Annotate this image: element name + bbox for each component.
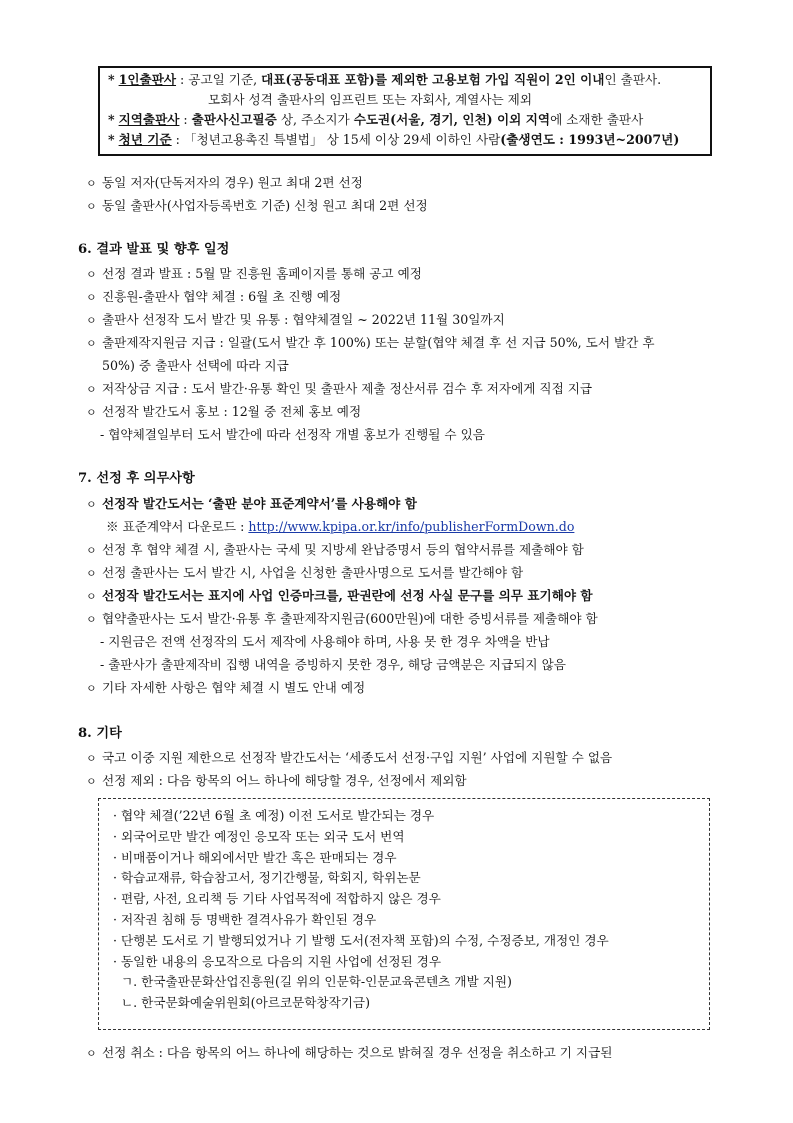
definition-text: : <box>179 112 192 127</box>
definition-regional <box>108 110 710 130</box>
list-item-text: 협약출판사는 도서 발간·유통 후 출판제작지원금(600만원)에 대한 증빙서류를 제출해야 함 <box>102 611 598 626</box>
bullet-marker: ㅇ <box>86 337 97 350</box>
exclusion-item: · 동일한 내용의 응모작으로 다음의 지원 사업에 선정된 경우 <box>113 953 442 969</box>
list-item-text: 선정작 발간도서는 표지에 사업 인증마크를, 판권란에 선정 사실 문구를 의무 표기해야 함 <box>102 588 593 603</box>
exclusion-item: · 외국어로만 발간 예정인 응모작 또는 외국 도서 번역 <box>113 828 405 844</box>
bullet-marker: ㅇ <box>86 567 97 580</box>
exclusion-item: · 학습교재류, 학습참고서, 정기간행물, 학회지, 학위논문 <box>113 870 421 886</box>
exclusion-subitem: ㄱ. 한국출판문화산업진흥원(길 위의 인문학-인문교육콘텐츠 개발 지원) <box>121 974 512 990</box>
download-note <box>106 517 574 537</box>
list-item-text: 선정 출판사는 도서 발간 시, 사업을 신청한 출판사명으로 도서를 발간해야 함 <box>102 565 524 580</box>
list-item-text: 선정작 발간도서 홍보 : 12월 중 전체 홍보 예정 <box>102 404 362 419</box>
list-item <box>86 379 592 400</box>
list-item-text: 저작상금 지급 : 도서 발간·유통 확인 및 출판사 제출 정산서류 검수 후 저자에게 직접 지급 <box>102 381 593 396</box>
bullet-marker: ㅇ <box>86 613 97 626</box>
term-label: 청년 기준 <box>118 132 172 147</box>
term-label: 1인출판사 <box>118 72 177 87</box>
bullet-marker: ㅇ <box>86 314 97 327</box>
exclusion-item: · 저작권 침해 등 명백한 결격사유가 확인된 경우 <box>113 911 377 927</box>
definition-text: 에 소재한 출판사 <box>550 112 644 127</box>
list-item <box>86 333 655 354</box>
list-item <box>86 264 422 285</box>
list-subitem: - 협약체결일부터 도서 발간에 따라 선정작 개별 홍보가 진행될 수 있음 <box>100 427 485 442</box>
list-item-text: 선정 후 협약 체결 시, 출판사는 국세 및 지방세 완납증명서 등의 협약서류를 제출해야 함 <box>102 542 584 557</box>
list-item <box>86 586 593 607</box>
list-item <box>86 173 363 194</box>
definition-box <box>98 66 712 156</box>
bullet-marker: ㅇ <box>86 177 97 190</box>
exclusion-item: · 협약 체결(’22년 6월 초 예정) 이전 도서로 발간되는 경우 <box>113 808 435 823</box>
list-item <box>86 771 467 792</box>
list-subitem: - 지원금은 전액 선정작의 도서 제작에 사용해야 하며, 사용 못 한 경우 차액을 반납 <box>100 634 550 649</box>
exclusion-subitem: ㄴ. 한국문화예술위원회(아르코문학창작기금) <box>121 995 370 1011</box>
list-item-text: 선정 결과 발표 : 5월 말 진흥원 홈페이지를 통해 공고 예정 <box>102 266 422 281</box>
bullet-marker: ㅇ <box>86 498 97 511</box>
exclusion-item: · 비매품이거나 해외에서만 발간 혹은 판매되는 경우 <box>113 849 397 865</box>
bullet-marker: ㅇ <box>86 383 97 396</box>
bullet-marker: ㅇ <box>86 200 97 213</box>
definition-bold-text: 출판사신고필증 <box>191 112 277 127</box>
exclusion-box <box>98 798 710 1030</box>
bullet-marker: ㅇ <box>86 682 97 695</box>
list-item-text: 기타 자세한 사항은 협약 체결 시 별도 안내 예정 <box>102 680 366 695</box>
list-item-text: 선정 제외 : 다음 항목의 어느 하나에 해당할 경우, 선정에서 제외함 <box>102 773 467 788</box>
list-item-text: 동일 저자(단독저자의 경우) 원고 최대 2편 선정 <box>102 175 363 190</box>
list-item <box>86 287 341 308</box>
list-item <box>86 494 417 515</box>
list-item <box>86 609 598 630</box>
list-item <box>86 748 612 769</box>
bullet-marker: ㅇ <box>86 752 97 765</box>
definition-one-person-note: 모회사 성격 출판사의 임프린트 또는 자회사, 계열사는 제외 <box>208 92 532 107</box>
list-item-text: 국고 이중 지원 제한으로 선정작 발간도서는 ‘세종도서 선정·구입 지원’ 사업에 지원할 수 없음 <box>102 750 613 765</box>
star-marker: * <box>108 112 115 127</box>
definition-one-person <box>108 70 710 90</box>
download-label: ※ 표준계약서 다운로드 : <box>106 519 249 534</box>
definition-text: 인 출판사. <box>604 72 662 87</box>
list-item-continuation: 50%) 중 출판사 선택에 따라 지급 <box>102 358 289 373</box>
bullet-marker: ㅇ <box>86 1047 97 1060</box>
bullet-marker: ㅇ <box>86 291 97 304</box>
list-item-text: 선정 취소 : 다음 항목의 어느 하나에 해당하는 것으로 밝혀질 경우 선정을 취소하고 기 지급된 <box>102 1045 613 1060</box>
section-heading: 6. 결과 발표 및 향후 일정 <box>78 242 230 257</box>
bullet-marker: ㅇ <box>86 544 97 557</box>
definition-text: : 공고일 기준, <box>176 72 262 87</box>
section-heading: 7. 선정 후 의무사항 <box>78 471 195 486</box>
list-item <box>86 563 523 584</box>
exclusion-item: · 편람, 사전, 요리책 등 기타 사업목적에 적합하지 않은 경우 <box>113 891 441 907</box>
star-marker: * <box>108 132 115 147</box>
bullet-marker: ㅇ <box>86 775 97 788</box>
list-item <box>86 196 428 217</box>
definition-text: 상, 주소지가 <box>276 112 354 127</box>
definition-text: : 「청년고용촉진 특별법」 상 15세 이상 29세 이하인 사람 <box>171 132 501 147</box>
list-item <box>86 402 361 423</box>
list-item <box>86 678 365 699</box>
list-item-text: 진흥원-출판사 협약 체결 : 6월 초 진행 예정 <box>102 289 342 304</box>
definition-youth <box>108 130 710 150</box>
definition-bold-text: 대표(공동대표 포함)를 제외한 고용보험 가입 직원이 2인 이내 <box>261 72 605 87</box>
definition-bold-text: (출생연도 : 1993년~2007년) <box>500 132 680 147</box>
exclusion-item: · 단행본 도서로 기 발행되었거나 기 발행 도서(전자책 포함)의 수정, 수정증보, 개정인 경우 <box>113 932 609 948</box>
definition-bold-text: 수도권(서울, 경기, 인천) 이외 지역 <box>353 112 551 127</box>
list-item-text: 출판제작지원금 지급 : 일괄(도서 발간 후 100%) 또는 분할(협약 체결 후 선 지급 50%, 도서 발간 후 <box>102 335 655 350</box>
bullet-marker: ㅇ <box>86 406 97 419</box>
list-item <box>86 540 584 561</box>
bullet-marker: ㅇ <box>86 590 97 603</box>
star-marker: * <box>108 72 115 87</box>
list-item <box>86 1043 612 1064</box>
list-item-text: 출판사 선정작 도서 발간 및 유통 : 협약체결일 ~ 2022년 11월 30일까지 <box>102 312 505 327</box>
download-link[interactable]: http://www.kpipa.or.kr/info/publisherFormDown.do <box>248 519 575 534</box>
term-label: 지역출판사 <box>118 112 180 127</box>
list-subitem: - 출판사가 출판제작비 집행 내역을 증빙하지 못한 경우, 해당 금액분은 지급되지 않음 <box>100 657 566 672</box>
list-item-text: 동일 출판사(사업자등록번호 기준) 신청 원고 최대 2편 선정 <box>102 198 428 213</box>
section-heading: 8. 기타 <box>78 726 122 741</box>
list-item-text: 선정작 발간도서는 ‘출판 분야 표준계약서’를 사용해야 함 <box>102 496 417 511</box>
list-item <box>86 310 505 331</box>
bullet-marker: ㅇ <box>86 268 97 281</box>
